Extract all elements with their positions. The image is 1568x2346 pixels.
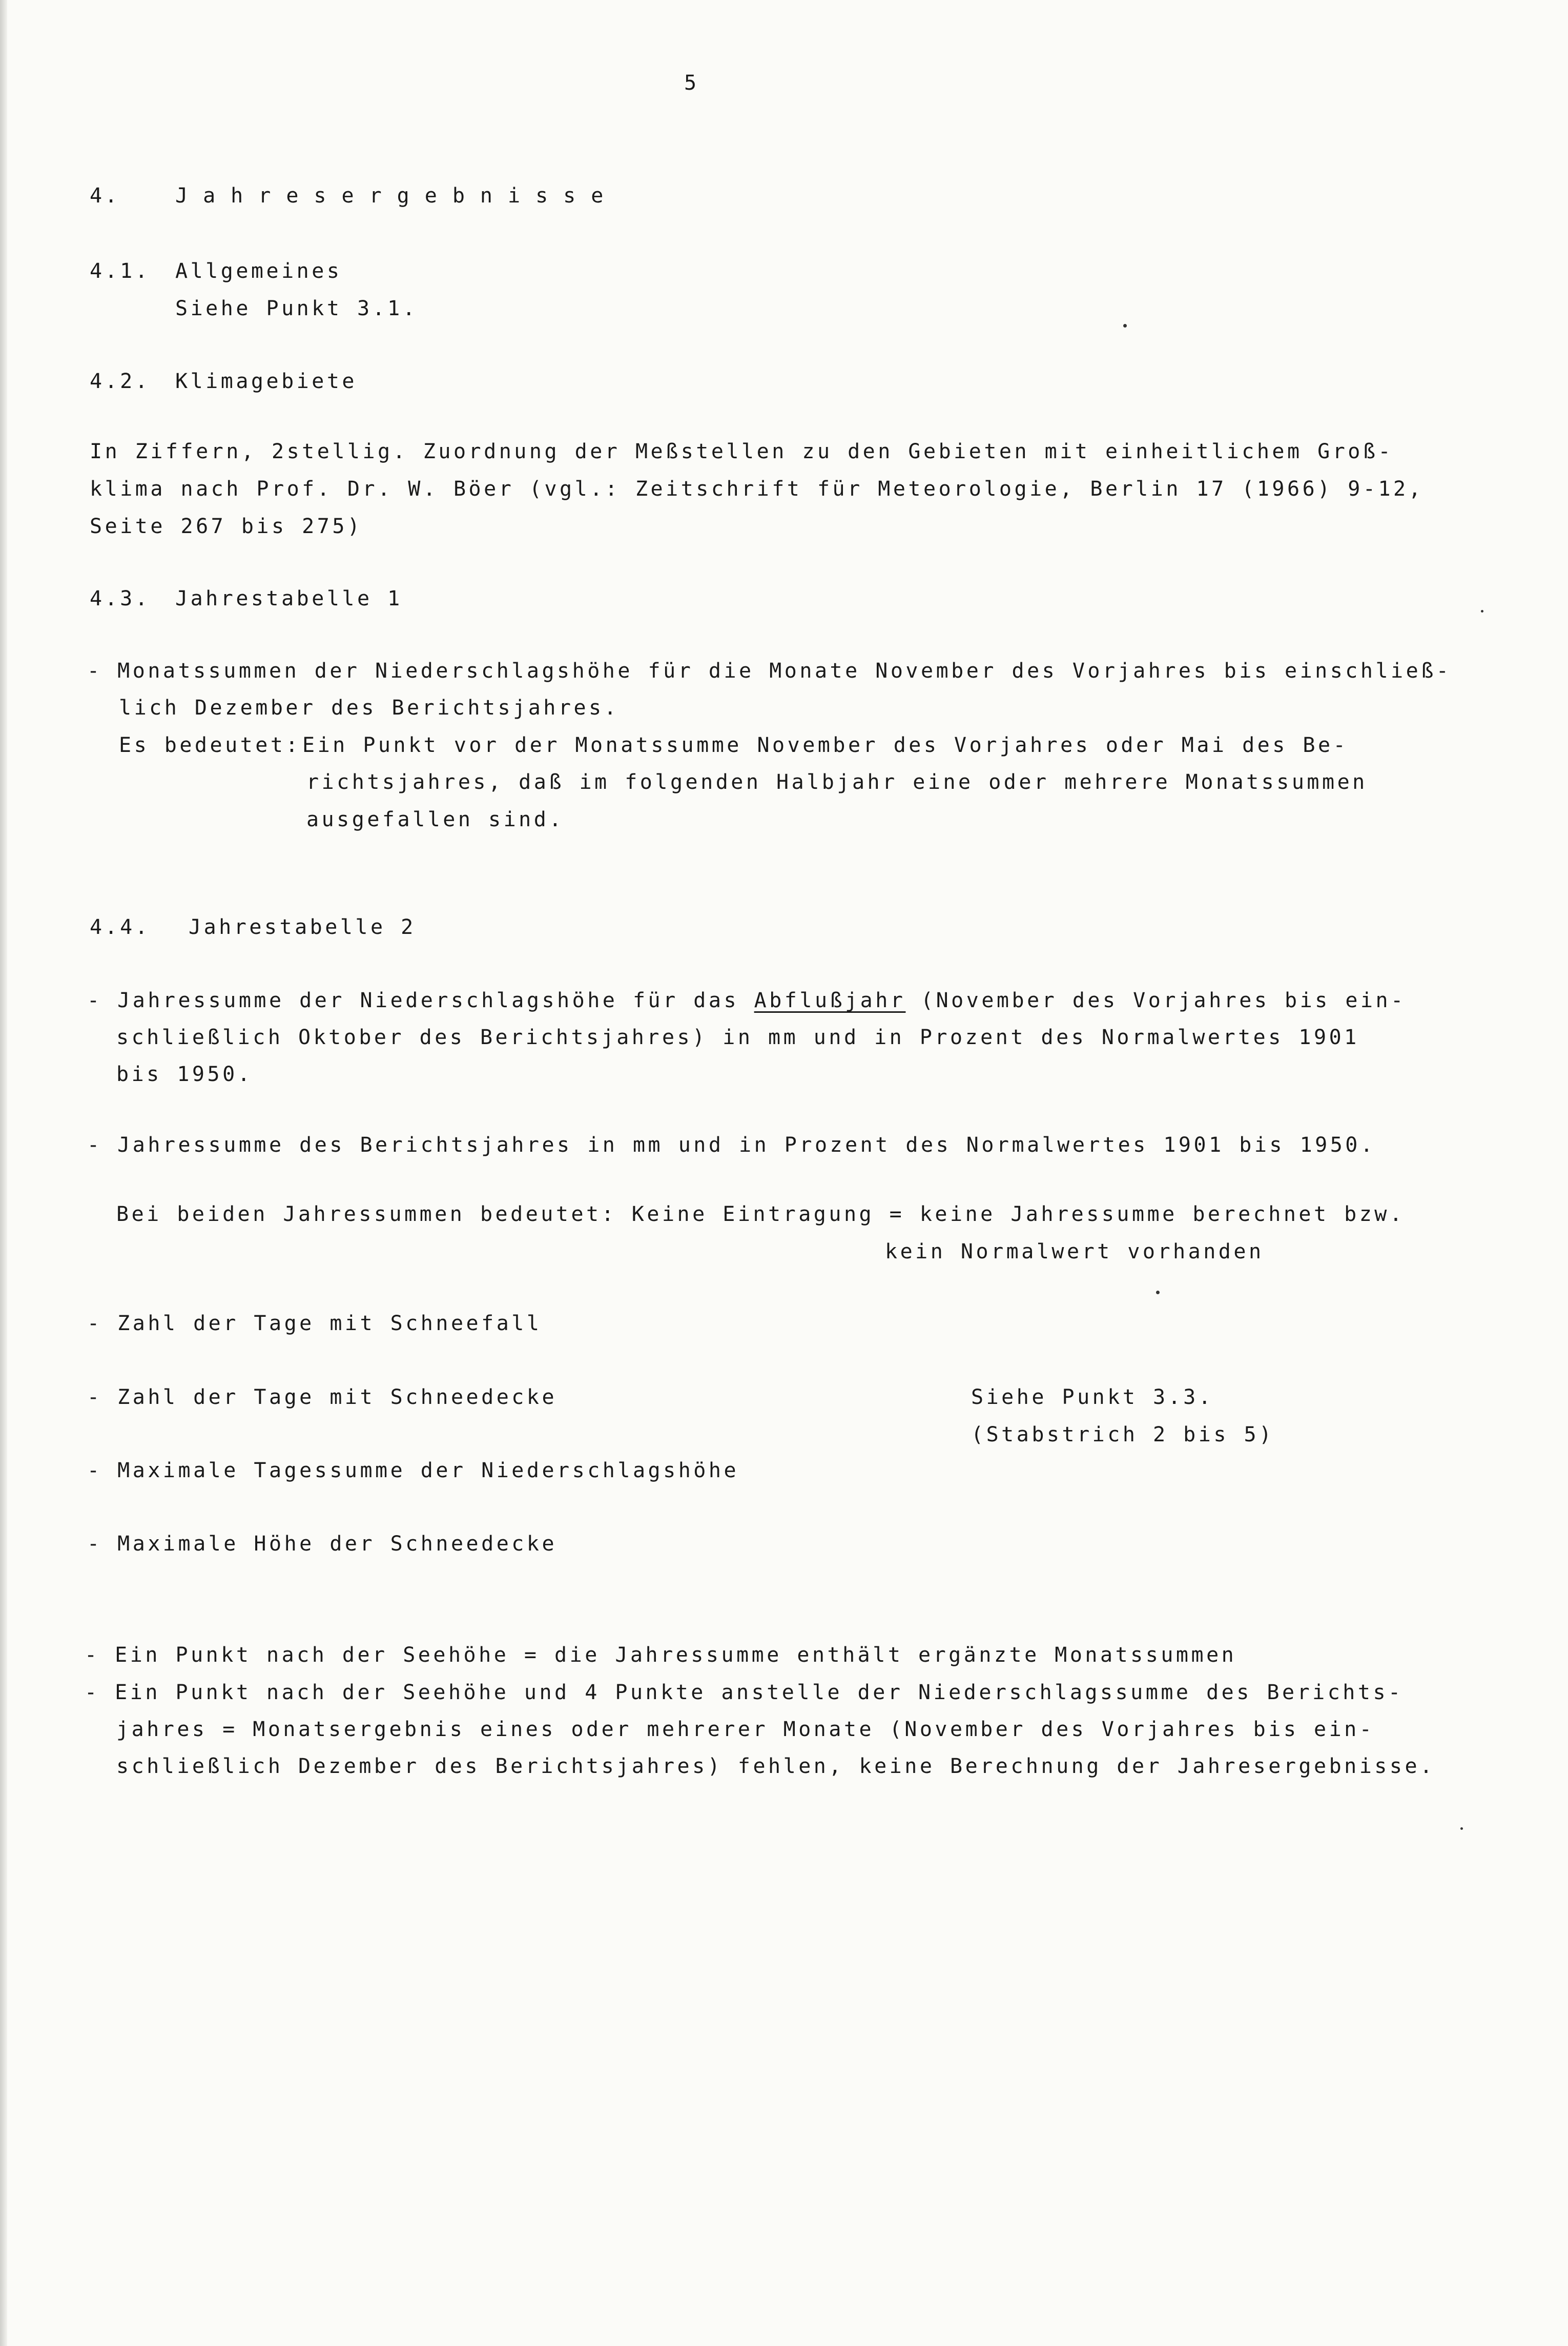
- item-1-suffix: (November des Vorjahres bis ein-: [905, 989, 1406, 1012]
- scan-speck: [1123, 324, 1127, 328]
- section-4-3-bullet-line: lich Dezember des Berichtsjahres.: [119, 696, 620, 720]
- section-4-1-number: 4.1.: [90, 259, 151, 283]
- reference-line-1: Siehe Punkt 3.3.: [971, 1385, 1214, 1409]
- section-4-2-title: Klimagebiete: [175, 370, 357, 393]
- snow-item: - Maximale Tagessumme der Niederschlagshöhe: [87, 1459, 739, 1482]
- section-4-1-body: Siehe Punkt 3.1.: [175, 297, 418, 320]
- section-4-3-meaning-label: Es bedeutet:: [119, 733, 301, 757]
- section-4-4-item-1-line: schließlich Oktober des Berichtsjahres) in mm und in Prozent des Normalwertes 1901: [116, 1026, 1359, 1049]
- reference-line-2: (Stabstrich 2 bis 5): [971, 1423, 1274, 1446]
- final-note-line: - Ein Punkt nach der Seehöhe = die Jahressumme enthält ergänzte Monatssummen: [85, 1643, 1237, 1667]
- snow-item: - Zahl der Tage mit Schneefall: [87, 1312, 542, 1335]
- section-4-2-number: 4.2.: [90, 370, 151, 393]
- snow-item: - Zahl der Tage mit Schneedecke: [87, 1385, 558, 1409]
- section-4-title: Jahresergebnisse: [175, 184, 619, 208]
- abflussjahr-term: Abflußjahr: [754, 989, 906, 1012]
- section-4-4-item-1: [87, 988, 1406, 1013]
- scan-edge: [0, 0, 7, 2346]
- final-note-line: jahres = Monatsergebnis eines oder mehrerer Monate (November des Vorjahres bis ein-: [116, 1718, 1375, 1741]
- scan-speck: [1156, 1291, 1160, 1294]
- section-4-3-meaning-line: ausgefallen sind.: [306, 808, 564, 831]
- section-4-3-title: Jahrestabelle 1: [175, 587, 403, 610]
- final-note-line: - Ein Punkt nach der Seehöhe und 4 Punkte anstelle der Niederschlagssumme des Berichts-: [85, 1681, 1404, 1704]
- section-4-4-item-1-line: bis 1950.: [116, 1063, 253, 1086]
- section-4-number: 4.: [90, 184, 120, 208]
- scan-speck: [1481, 610, 1483, 613]
- item-1-prefix: - Jahressumme der Niederschlagshöhe für das: [87, 989, 754, 1012]
- section-4-2-para-line: In Ziffern, 2stellig. Zuordnung der Meßstellen zu den Gebieten mit einheitlichem Groß-: [90, 440, 1394, 463]
- section-4-3-number: 4.3.: [90, 587, 151, 610]
- section-4-4-note-line-2: kein Normalwert vorhanden: [885, 1240, 1264, 1263]
- section-4-4-item-2: - Jahressumme des Berichtsjahres in mm und in Prozent des Normalwertes 1901 bis 1950.: [87, 1133, 1376, 1157]
- final-note-line: schließlich Dezember des Berichtsjahres) fehlen, keine Berechnung der Jahresergebnisse.: [116, 1755, 1435, 1778]
- section-4-3-bullet-line: - Monatssummen der Niederschlagshöhe für die Monate November des Vorjahres bis einschließ-: [87, 659, 1452, 683]
- section-4-1-title: Allgemeines: [175, 259, 342, 283]
- section-4-4-title: Jahrestabelle 2: [189, 915, 416, 939]
- section-4-4-number: 4.4.: [90, 915, 151, 939]
- section-4-3-meaning-line: Ein Punkt vor der Monatssumme November des Vorjahres oder Mai des Be-: [302, 733, 1349, 757]
- section-4-4-note-line-1: Bei beiden Jahressummen bedeutet: Keine Eintragung = keine Jahressumme berechnet bzw.: [116, 1202, 1405, 1226]
- section-4-3-meaning-line: richtsjahres, daß im folgenden Halbjahr eine oder mehrere Monatssummen: [306, 770, 1368, 794]
- scan-speck: [1460, 1827, 1463, 1830]
- section-4-2-para-line: klima nach Prof. Dr. W. Böer (vgl.: Zeitschrift für Meteorologie, Berlin 17 (1966) 9-12,: [90, 477, 1424, 501]
- page-number: 5: [684, 71, 699, 95]
- section-4-2-para-line: Seite 267 bis 275): [90, 515, 363, 538]
- snow-item: - Maximale Höhe der Schneedecke: [87, 1532, 558, 1556]
